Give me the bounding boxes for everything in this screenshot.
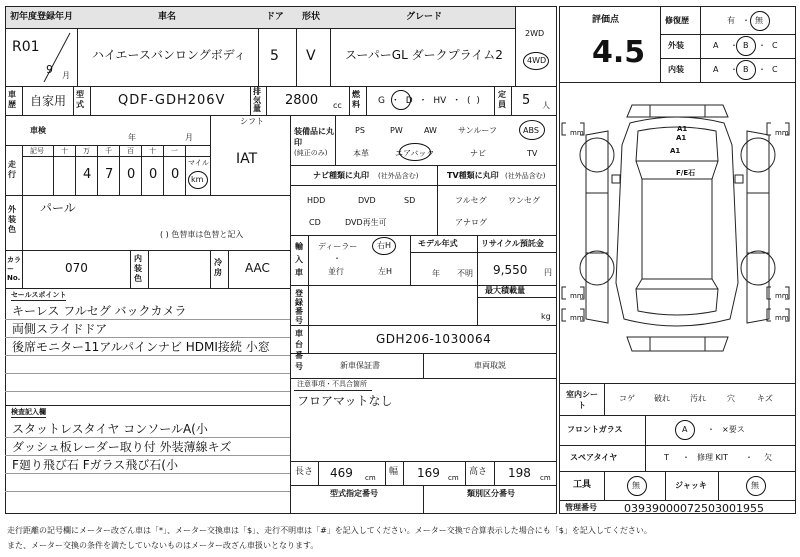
shift-value: IAT <box>236 151 258 167</box>
category-label: 類別区分番号 <box>467 489 515 498</box>
inspector-note-line: スタットレスタイヤ コンソールA(小 <box>12 422 208 436</box>
height-unit: cm <box>540 474 551 482</box>
exterior-grade-label: 外装 <box>668 41 684 50</box>
equip-sunroof: サンルーフ <box>458 126 497 135</box>
capacity-value: 5 <box>522 93 531 108</box>
mm-label: mm <box>570 314 584 322</box>
navi-sub-label: (社外品含む) <box>378 172 419 180</box>
mileage-digit: 0 <box>171 167 180 182</box>
car-left-side <box>586 131 608 323</box>
spare-kit: 修理 KIT <box>697 453 729 462</box>
equipment-sub-label: (純正のみ) <box>294 149 328 157</box>
interior-grade-label: 内装 <box>668 65 684 74</box>
digit-label-0: 十 <box>61 147 68 155</box>
equip-aw: AW <box>424 126 437 135</box>
type-designation-label: 型式指定番号 <box>330 489 378 498</box>
wheel-fl <box>580 138 614 172</box>
ext-dot2: ・ <box>758 41 766 50</box>
first-reg-era: R01 <box>12 39 40 55</box>
car-front-bumper <box>627 105 728 117</box>
ext-dot1: ・ <box>730 41 738 50</box>
import-parallel: 並行 <box>328 267 344 276</box>
footer-note-1: 走行距離の記号欄にメーター改ざん車は「*」、メーター交換車は「$」、走行不明車は「#」を記入してください。メーター交換で合算表示した場合にも「$」を記入してください。 <box>7 526 652 535</box>
drive-2wd: 2WD <box>525 29 545 38</box>
navi-label: ナビ種類に丸印 <box>313 171 369 180</box>
tv-sub-label: (社外品含む) <box>505 172 546 180</box>
seat-scratch: キズ <box>757 394 773 403</box>
equip-tv: TV <box>527 149 538 158</box>
displacement-label: 排気量 <box>253 87 261 113</box>
wheel-fr <box>741 138 775 172</box>
max-load-label: 最大積載量 <box>485 286 525 295</box>
exterior-color-note: ( ) 色替車は色替と記入 <box>160 230 244 239</box>
diagram-mark: A1 <box>676 134 687 142</box>
repair-dot: ・ <box>742 16 750 25</box>
chassis-label: 車台番号 <box>295 329 303 371</box>
navi-sd: SD <box>404 196 416 205</box>
drive-4wd: 4WD <box>527 56 547 65</box>
km-label: km <box>191 175 204 184</box>
int-dot2: ・ <box>758 65 766 74</box>
mm-label: mm <box>775 129 789 137</box>
equipment-label: 装備品に丸印 <box>294 127 334 147</box>
repair-none: 無 <box>755 16 763 25</box>
cooler-label: 冷房 <box>214 258 222 277</box>
selling-points-label: セールスポイント <box>11 291 67 299</box>
import-dot: ・ <box>333 254 341 263</box>
fuel-label: 燃料 <box>352 90 360 109</box>
car-rear-bumper <box>627 337 728 351</box>
width-label: 幅 <box>389 467 399 477</box>
selling-point-line: 後席モニター11アルパインナビ HDMI接続 小窓 <box>12 340 270 354</box>
seat-burn: コゲ <box>619 394 635 403</box>
color-no-value: 070 <box>65 261 88 275</box>
digit-label-3: 百 <box>127 147 134 155</box>
usage-value: 自家用 <box>30 94 67 108</box>
usage-label: 車歴 <box>8 90 16 109</box>
digit-label-1: 万 <box>83 147 90 155</box>
jack-value: 無 <box>751 481 759 490</box>
spare-dot1: ・ <box>682 453 690 462</box>
symbol-label: 記号 <box>30 147 44 155</box>
model-year-unit: 年 <box>432 269 440 278</box>
inspector-note-line: ダッシュ板レーダー取り付 外装薄線キズ <box>12 440 232 454</box>
equip-pw: PW <box>390 126 403 135</box>
int-b: B <box>743 65 749 74</box>
seat-stain: 汚れ <box>690 394 706 403</box>
spare-dot2: ・ <box>745 453 753 462</box>
model-year-value: 不明 <box>457 269 473 278</box>
mile-label: マイル <box>188 159 209 167</box>
tools-label: 工具 <box>573 480 592 490</box>
ext-a: A <box>713 41 719 50</box>
width-unit: cm <box>448 474 459 482</box>
tv-analog: アナログ <box>455 218 487 227</box>
height-value: 198 <box>508 466 531 480</box>
mileage-digit: 7 <box>105 167 114 182</box>
footer-note-2: また、メーター交換の条件を満たしていないものはメーター改ざん車扱いとなります。 <box>7 541 319 550</box>
spare-t: T <box>664 453 669 462</box>
shaken-year-unit: 年 <box>128 133 136 142</box>
fuel-options: G ・ D ・ HV ・ ( ) <box>378 96 480 106</box>
capacity-label: 定員 <box>498 90 506 109</box>
car-name-label: 車名 <box>158 12 177 22</box>
first-reg-month: 9 <box>46 63 53 76</box>
car-name-value: ハイエースバンロングボディ <box>92 48 246 62</box>
width-value: 169 <box>417 466 440 480</box>
inspector-note-line: F廻り飛び石 Fガラス飛び石(小 <box>12 458 178 472</box>
recycle-unit: 円 <box>544 268 552 277</box>
chassis-value: GDH206-1030064 <box>376 332 492 346</box>
model-label: 型式 <box>76 90 84 109</box>
mileage-label: 走行 <box>8 160 16 179</box>
warranty-doc: 新車保証書 <box>340 361 380 370</box>
interior-color-label: 内装色 <box>134 254 142 283</box>
length-unit: cm <box>365 474 376 482</box>
spare-none: 欠 <box>764 453 772 462</box>
ext-c: C <box>772 41 778 50</box>
digit-label-2: 千 <box>105 147 112 155</box>
diagram-mark: A1 <box>670 147 681 155</box>
spare-tire-label: スペアタイヤ <box>570 453 618 462</box>
tv-fullseg: フルセグ <box>455 196 487 205</box>
max-load-unit: kg <box>541 312 551 321</box>
grade-value: スーパーGL ダークプライム2 <box>345 48 503 62</box>
diagram-mark: F/E石 <box>676 169 696 177</box>
length-label: 長さ <box>295 467 314 477</box>
wheel-rr <box>741 251 775 285</box>
exterior-color-label: 外装色 <box>8 205 16 234</box>
registration-label: 登録番号 <box>295 289 303 325</box>
score-label: 評価点 <box>592 15 620 25</box>
shift-label: シフト <box>240 117 264 126</box>
door-value: 5 <box>270 48 279 64</box>
seat-hole: 穴 <box>727 394 735 403</box>
jack-label: ジャッキ <box>675 481 707 490</box>
first-reg-label: 初年度登録年月 <box>10 12 74 22</box>
shape-value: V <box>306 48 316 64</box>
fuel-d-circle <box>391 90 411 110</box>
door-label: ドア <box>266 12 284 22</box>
color-no-label: カラーNo. <box>7 256 21 282</box>
manual-doc: 車両取説 <box>474 361 506 370</box>
mm-label: mm <box>775 292 789 300</box>
model-year-label: モデル年式 <box>418 239 458 248</box>
tv-oneseg: ワンセグ <box>508 196 540 205</box>
equip-ps: PS <box>355 126 365 135</box>
model-value: QDF-GDH206V <box>118 93 226 108</box>
tv-label: TV種類に丸印 <box>447 171 499 180</box>
first-reg-month-unit: 月 <box>62 71 70 80</box>
equip-airbag-circle <box>399 143 431 161</box>
repair-yes: 有 <box>727 16 735 25</box>
repair-label: 修復歴 <box>665 16 689 25</box>
recycle-label: リサイクル預託金 <box>481 239 544 248</box>
height-label: 高さ <box>469 467 488 477</box>
int-a: A <box>713 65 719 74</box>
selling-point-line: 両側スライドドア <box>12 322 108 336</box>
seat-tear: 破れ <box>654 394 670 403</box>
mgmt-no-value: 03939000072503001955 <box>624 502 764 515</box>
mgmt-no-label: 管理番号 <box>565 503 597 512</box>
navi-cd: CD <box>309 218 321 227</box>
score-value: 4.5 <box>592 35 646 70</box>
exterior-color-value: パール <box>40 201 76 215</box>
import-label: 輸入車 <box>295 242 303 277</box>
capacity-unit: 人 <box>542 101 550 110</box>
displacement-value: 2800 <box>285 93 319 108</box>
import-right-h: 右H <box>377 241 392 250</box>
mm-label: mm <box>775 314 789 322</box>
length-value: 469 <box>330 466 353 480</box>
import-left-h: 左H <box>378 267 393 276</box>
cooler-value: AAC <box>245 261 270 275</box>
digit-label-5: 一 <box>171 147 178 155</box>
navi-dvd: DVD <box>358 196 376 205</box>
equip-airbag: エアバック <box>395 149 435 158</box>
equip-leather: 本革 <box>353 149 369 158</box>
equip-abs: ABS <box>523 126 539 135</box>
mileage-digit: 0 <box>127 167 136 182</box>
diagram-mark: A1 <box>677 125 688 133</box>
inspector-notes-label: 検査記入欄 <box>11 408 46 416</box>
tools-value: 無 <box>632 481 640 490</box>
recycle-value: 9,550 <box>493 263 528 277</box>
windshield-label: フロントガラス <box>567 425 623 434</box>
windshield-replace: ×要ス <box>722 425 745 434</box>
equip-navi: ナビ <box>470 149 486 158</box>
navi-hdd: HDD <box>307 196 326 205</box>
mm-label: mm <box>570 129 584 137</box>
displacement-unit: cc <box>333 101 342 110</box>
shaken-label: 車検 <box>30 126 46 135</box>
int-dot1: ・ <box>730 65 738 74</box>
int-c: C <box>772 65 778 74</box>
windshield-a: A <box>682 425 688 434</box>
mm-label: mm <box>570 292 584 300</box>
import-dealer: ディーラー <box>318 242 358 251</box>
car-rear <box>636 289 718 315</box>
car-roof <box>642 179 712 279</box>
navi-dvd-play: DVD再生可 <box>345 218 387 227</box>
car-right-side <box>747 131 769 323</box>
windshield-dot: ・ <box>707 425 715 434</box>
ext-b: B <box>743 41 749 50</box>
mileage-digit: 0 <box>149 167 158 182</box>
shape-label: 形状 <box>302 12 321 22</box>
notes-text: フロアマットなし <box>297 394 393 408</box>
shaken-month-unit: 月 <box>185 133 193 142</box>
grade-label: グレード <box>406 12 443 22</box>
notes-label: 注意事項・不具合箇所 <box>297 380 367 388</box>
selling-point-line: キーレス フルセグ バックカメラ <box>12 304 187 318</box>
wheel-rl <box>580 251 614 285</box>
seat-label: 室内シート <box>566 390 598 410</box>
mileage-digit: 4 <box>83 167 92 182</box>
digit-label-4: 十 <box>149 147 156 155</box>
